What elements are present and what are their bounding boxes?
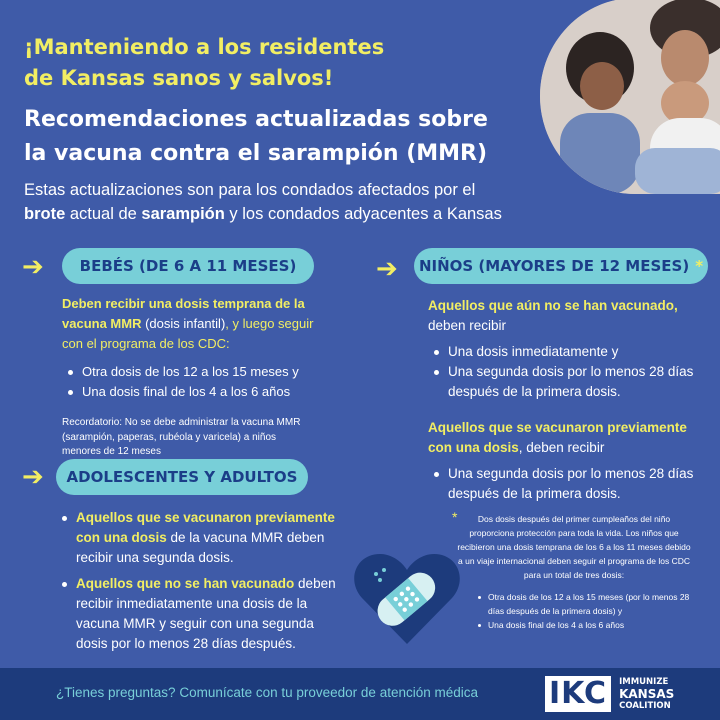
ninos-content [428, 296, 698, 504]
adultos-list [56, 508, 344, 654]
footer-bar [0, 668, 720, 720]
section-pill-adolescentes [56, 459, 308, 495]
subheadline-emphasis-brote: brote [24, 205, 66, 223]
bebes-intro-note: (dosis infantil) [141, 316, 226, 331]
ninos-group2-intro [428, 418, 698, 458]
logo-line-3: COALITION [619, 700, 671, 711]
footer-question: ¿Tienes preguntas? Comunícate con tu proveedor de atención médica [56, 685, 479, 700]
subheadline-line-2 [24, 202, 584, 226]
logo-wordmark [619, 677, 674, 712]
ninos-group1-text: deben recibir [428, 318, 507, 333]
list-item: Otra dosis de los 12 a los 15 meses (por lo menos 28 días después de la primera dosis) y [476, 590, 692, 618]
section-pill-bebes [62, 248, 314, 284]
list-item: Otra dosis de los 12 a los 15 meses y [62, 362, 320, 382]
adultos-item-emphasis: Aquellos que se vacunaron previamente con una dosis [76, 510, 335, 545]
arrow-right-icon: ➔ [376, 254, 398, 284]
footnote [452, 509, 692, 632]
subheadline [24, 178, 584, 226]
adultos-content [56, 508, 344, 654]
asterisk-icon: * [452, 509, 458, 525]
headline-line-1: Recomendaciones actualizadas sobre [24, 107, 488, 132]
section-pill-label: ADOLESCENTES Y ADULTOS [66, 468, 298, 486]
adultos-item-text: deben recibir inmediatamente una dosis de la vacuna MMR y seguir con una segunda dosis por lo menos 28 días después. [76, 576, 336, 651]
list-item: Una dosis inmediatamente y [428, 342, 698, 362]
subheadline-text-end: y los condados adyacentes a Kansas [224, 205, 502, 223]
bebes-intro-emphasis: Deben recibir una dosis temprana de la vacuna MMR [62, 296, 305, 331]
family-photo-illustration [540, 0, 720, 194]
logo [545, 674, 674, 714]
headline [24, 103, 544, 171]
subheadline-text: actual de [65, 205, 142, 223]
list-item: Una dosis final de los 4 a los 6 años [62, 382, 320, 402]
arrow-right-icon: ➔ [22, 252, 44, 282]
list-item: Una dosis final de los 4 a los 6 años [476, 618, 692, 632]
asterisk-icon: * [695, 257, 704, 275]
list-item: Una segunda dosis por lo menos 28 días después de la primera dosis. [428, 362, 698, 402]
headline-line-2: la vacuna contra el sarampión (MMR) [24, 141, 488, 166]
bebes-intro [62, 294, 320, 354]
bebes-intro-rest: , y luego seguir con el programa de los CDC: [62, 316, 314, 351]
family-photo [540, 0, 720, 194]
list-item [56, 508, 344, 568]
adultos-item-emphasis: Aquellos que no se han vacunado [76, 576, 295, 591]
footnote-text: Dos dosis después del primer cumpleaños del niño proporciona protección para toda la vida. Los niños que recibieron una dosis temprana de los 6 a los 11 meses debido a un viaje internacional deben seguir el programa de los CDC para un total de tres dosis: [457, 514, 691, 580]
list-item: Una segunda dosis por lo menos 28 días después de la primera dosis. [428, 464, 698, 504]
adultos-item-text: de la vacuna MMR deben recibir una segunda dosis. [76, 530, 325, 565]
subheadline-emphasis-sarampion: sarampión [141, 205, 225, 223]
ninos-group2-text: , deben recibir [518, 440, 605, 455]
ninos-group1-list [428, 342, 698, 402]
section-pill-label: BEBÉS (DE 6 A 11 MESES) [79, 257, 297, 275]
section-pill-ninos [414, 248, 708, 284]
tagline-line-1: ¡Manteniendo a los residentes [24, 35, 385, 59]
tagline [24, 32, 384, 94]
bebes-reminder: Recordatorio: No se debe administrar la vacuna MMR (sarampión, paperas, rubéola y varicela) a niños menores de 12 meses [62, 417, 301, 457]
subheadline-line-1: Estas actualizaciones son para los condados afectados por el [24, 181, 476, 199]
ninos-group2-heading: Aquellos que se vacunaron previamente con una dosis [428, 420, 687, 455]
footnote-list [476, 590, 692, 632]
ninos-group1-heading: Aquellos que aún no se han vacunado, [428, 298, 678, 313]
logo-mark: IKC [545, 676, 611, 712]
section-pill-label: NIÑOS (MAYORES DE 12 MESES) [418, 257, 690, 275]
tagline-line-2: de Kansas sanos y salvos! [24, 66, 334, 90]
ninos-group2-list [428, 464, 698, 504]
logo-line-1: IMMUNIZE [619, 676, 669, 687]
bebes-dose-list [62, 362, 320, 402]
arrow-right-icon: ➔ [22, 462, 44, 492]
logo-line-2: KANSAS [619, 686, 675, 701]
bandage-heart-icon [352, 548, 462, 646]
bebes-content [62, 294, 320, 460]
list-item [56, 574, 344, 654]
